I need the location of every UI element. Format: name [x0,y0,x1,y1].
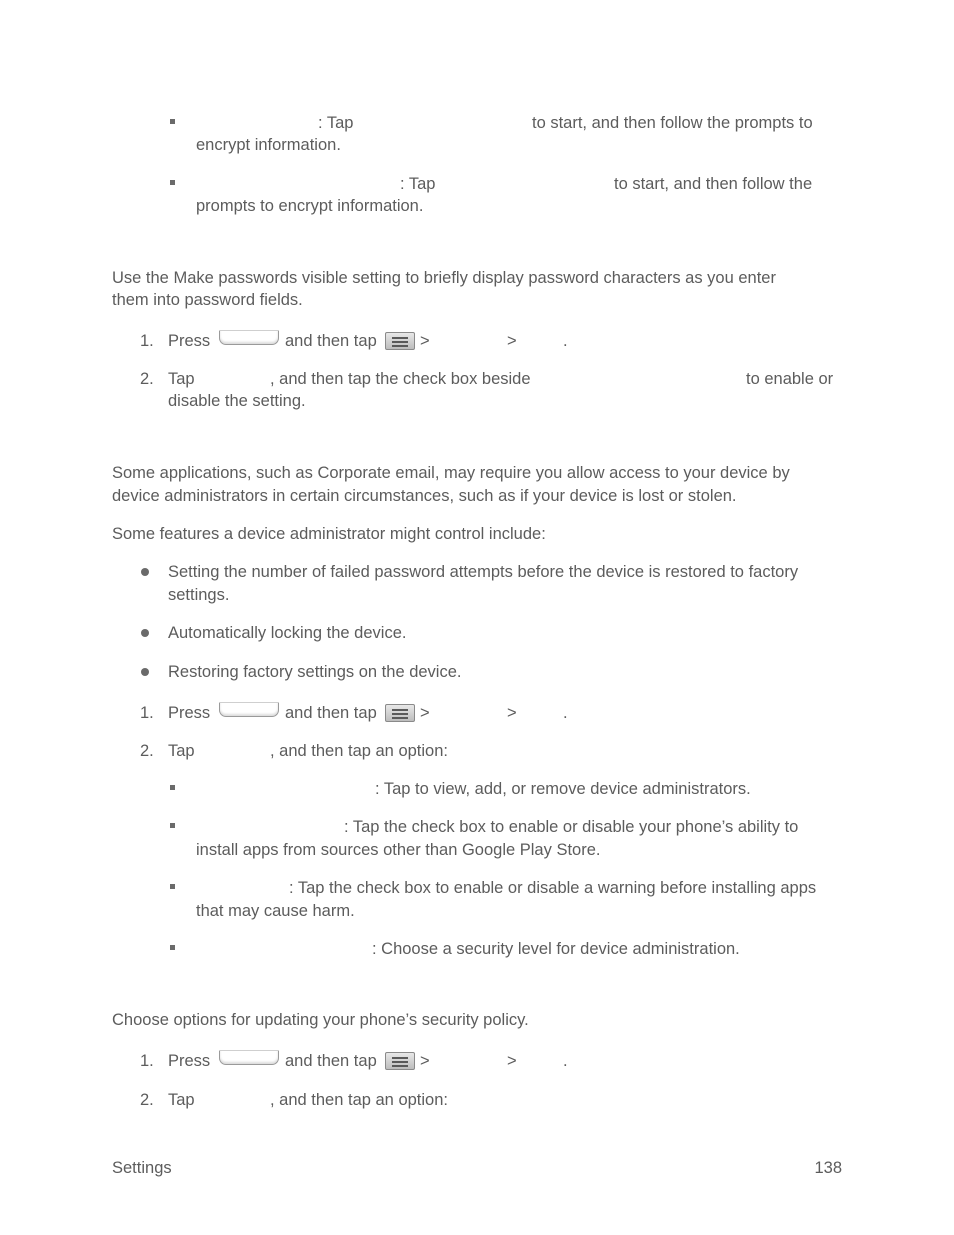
admin-option-1: : Tap to view, add, or remove device administrators. [375,780,751,798]
step-press-label: Press [168,1052,211,1070]
menu-key-icon [385,1052,415,1070]
passwords-intro-line1: Use the Make passwords visible setting to briefly display password characters as you enter [112,269,776,287]
step-gt: > [420,332,430,350]
step-number: 2. [140,742,154,760]
step-gt: > [507,1052,517,1070]
home-key-icon [219,1050,279,1065]
step-text: , and then tap an option: [270,742,448,760]
encrypt-item-1-text: to start, and then follow the prompts to [532,114,813,132]
step-gt: > [420,704,430,722]
encrypt-item-2-line2: prompts to encrypt information. [196,197,424,215]
square-bullet [170,945,175,950]
step-number: 2. [140,1091,154,1109]
home-key-icon [219,702,279,717]
step-number: 2. [140,370,154,388]
feature-bullet-2: Automatically locking the device. [168,624,407,642]
step-number: 1. [140,704,154,722]
step-gt: > [507,704,517,722]
step-tap-label: Tap [168,742,195,760]
step-number: 1. [140,1052,154,1070]
round-bullet [141,568,149,576]
step-text: , and then tap the check box beside [270,370,531,388]
step-text-line2: disable the setting. [168,392,306,410]
square-bullet [170,823,175,828]
admin-intro-line2: device administrators in certain circumstances, such as if your device is lost or stolen. [112,487,737,505]
step-period: . [563,1052,568,1070]
square-bullet [170,884,175,889]
encrypt-item-1-colon-tap: : Tap [318,114,354,132]
step-tap-label: Tap [168,1091,195,1109]
admin-option-2: : Tap the check box to enable or disable your phone’s ability to [344,818,799,836]
footer-page-number: 138 [814,1159,842,1177]
admin-features-intro: Some features a device administrator might control include: [112,525,546,543]
step-press-label: Press [168,332,211,350]
step-gt: > [507,332,517,350]
round-bullet [141,668,149,676]
encrypt-item-1-line2: encrypt information. [196,136,341,154]
step-tap-label: Tap [168,370,195,388]
step-press-label: Press [168,704,211,722]
step-number: 1. [140,332,154,350]
square-bullet [170,119,175,124]
square-bullet [170,180,175,185]
step-period: . [563,332,568,350]
step-and-then-tap: and then tap [285,332,377,350]
feature-bullet-3: Restoring factory settings on the device. [168,663,462,681]
step-text: , and then tap an option: [270,1091,448,1109]
policy-intro: Choose options for updating your phone’s security policy. [112,1011,529,1029]
encrypt-item-2-text: to start, and then follow the [614,175,813,193]
step-text-tail: to enable or [746,370,834,388]
menu-key-icon [385,332,415,350]
step-gt: > [420,1052,430,1070]
square-bullet [170,785,175,790]
round-bullet [141,629,149,637]
menu-key-icon [385,704,415,722]
admin-option-4: : Choose a security level for device administration. [372,940,740,958]
home-key-icon [219,330,279,345]
admin-option-3-line2: that may cause harm. [196,902,355,920]
encrypt-item-2-colon-tap: : Tap [400,175,436,193]
step-and-then-tap: and then tap [285,1052,377,1070]
passwords-intro-line2: them into password fields. [112,291,303,309]
step-period: . [563,704,568,722]
admin-option-2-line2: install apps from sources other than Google Play Store. [196,841,601,859]
step-and-then-tap: and then tap [285,704,377,722]
footer-section-name: Settings [112,1159,172,1177]
admin-intro-line1: Some applications, such as Corporate email, may require you allow access to your device by [112,464,790,482]
feature-bullet-1-line2: settings. [168,586,230,604]
admin-option-3: : Tap the check box to enable or disable a warning before installing apps [289,879,817,897]
feature-bullet-1: Setting the number of failed password attempts before the device is restored to factory [168,563,799,581]
